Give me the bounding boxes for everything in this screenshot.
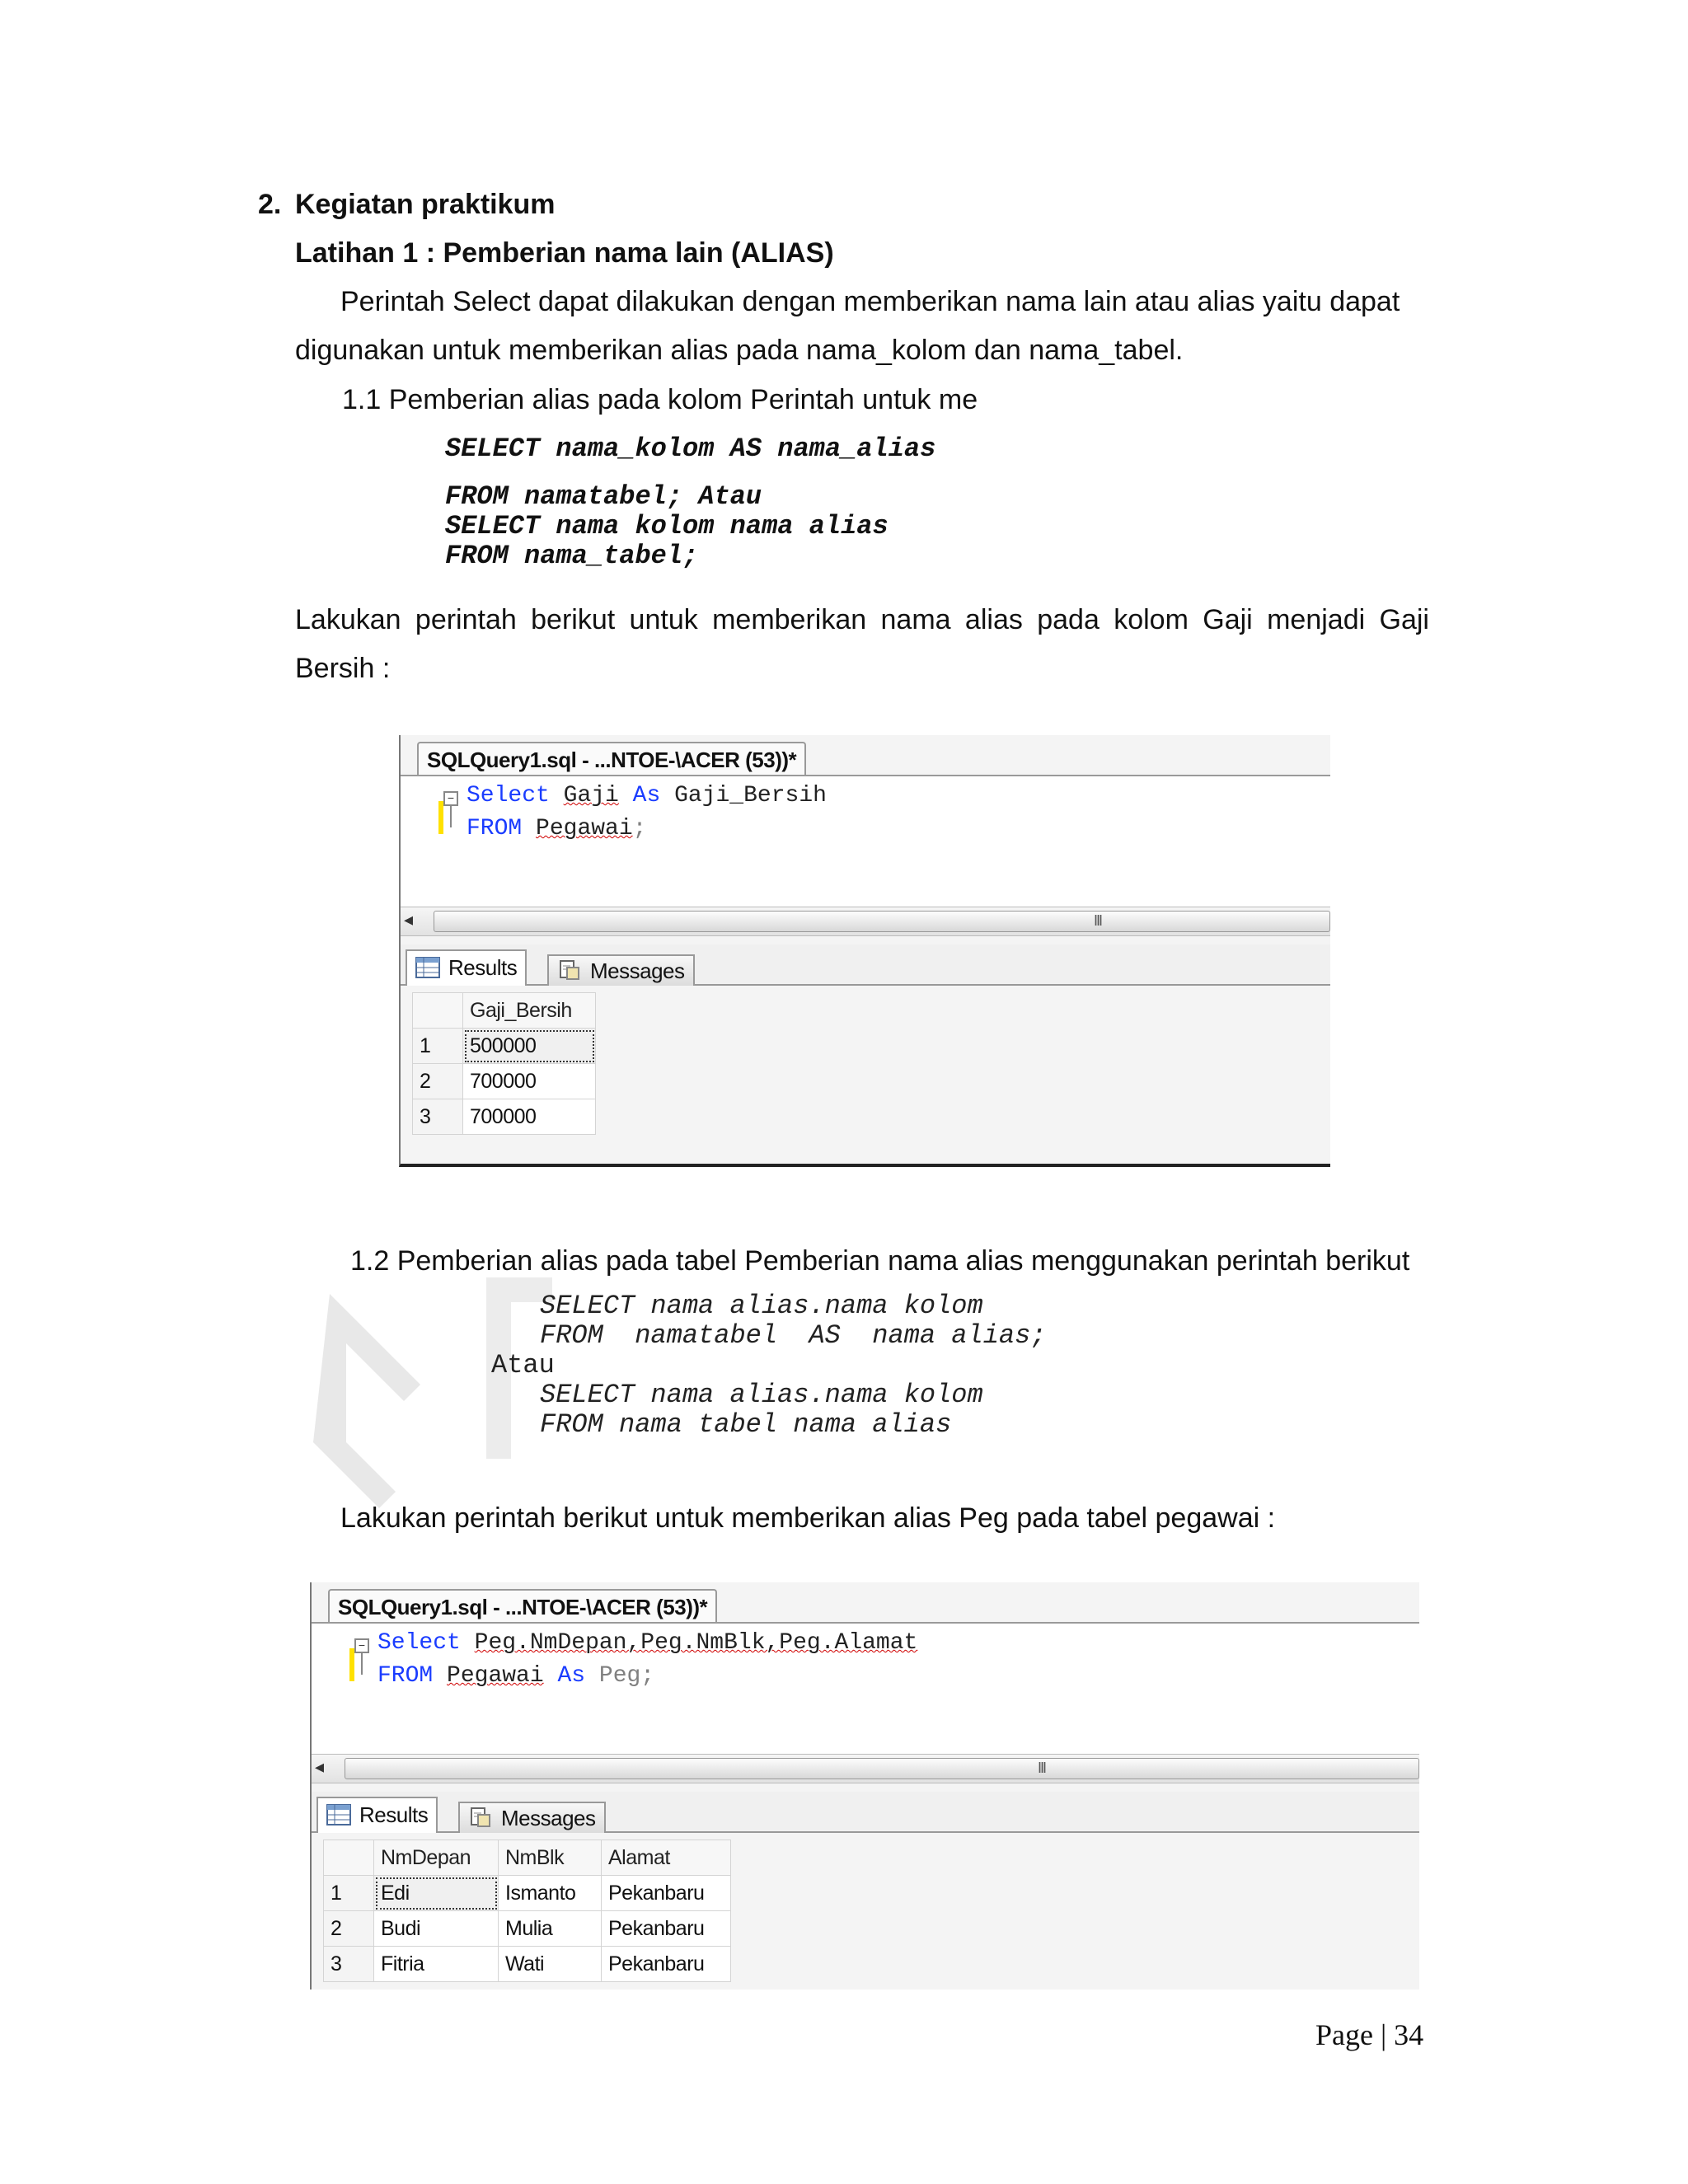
code1-line-4: FROM nama_tabel;: [445, 541, 699, 571]
column-header[interactable]: Alamat: [602, 1840, 731, 1876]
code-line-2: FROM Pegawai As Peg;: [377, 1663, 655, 1689]
grid-header-row: [324, 1840, 731, 1876]
cell[interactable]: 700000: [463, 1099, 596, 1135]
heading-number: 2.: [258, 189, 282, 220]
query-tab-1[interactable]: SQLQuery1.sql - ...NTOE-\ACER (53))*: [417, 742, 806, 776]
heading: Kegiatan praktikum: [295, 189, 556, 220]
messages-tab[interactable]: Messages: [547, 954, 695, 986]
collapse-icon[interactable]: −: [443, 791, 458, 806]
cell[interactable]: Edi: [374, 1876, 499, 1911]
query-editor-2[interactable]: [312, 1622, 1419, 1755]
results-grid-1: [412, 992, 596, 1135]
table-row[interactable]: [324, 1876, 731, 1911]
messages-tab[interactable]: Messages: [458, 1802, 606, 1833]
row-number[interactable]: 3: [324, 1947, 374, 1982]
row-number[interactable]: 1: [413, 1029, 463, 1064]
cell[interactable]: Wati: [499, 1947, 602, 1982]
ssms-screenshot-1: [399, 735, 1330, 1167]
horizontal-scrollbar-1[interactable]: [401, 907, 1330, 936]
paragraph-2-line-2: Bersih :: [295, 653, 391, 684]
row-number[interactable]: 1: [324, 1876, 374, 1911]
code2-line-1: SELECT nama alias.nama kolom: [540, 1291, 983, 1321]
code2-line-3: Atau: [491, 1350, 555, 1380]
paragraph-2-line-1: Lakukan perintah berikut untuk memberikan nama alias pada kolom Gaji menjadi Gaji: [295, 604, 1429, 635]
scroll-thumb[interactable]: III: [345, 1758, 1419, 1779]
messages-icon: [468, 1807, 493, 1828]
watermark: [297, 1261, 437, 1508]
results-tab[interactable]: Results: [406, 949, 527, 986]
change-marker: [349, 1648, 354, 1681]
results-tab[interactable]: Results: [316, 1797, 438, 1833]
subheading-1-2: 1.2 Pemberian alias pada tabel Pemberian nama alias menggunakan perintah berikut: [350, 1245, 1410, 1277]
fold-line: [361, 1653, 363, 1675]
results-tabbar-1: [401, 944, 1330, 986]
code-line-1: Select Peg.NmDepan,Peg.NmBlk,Peg.Alamat: [377, 1630, 918, 1656]
column-header[interactable]: NmDepan: [374, 1840, 499, 1876]
table-row[interactable]: [413, 1099, 596, 1135]
corner-cell: [413, 993, 463, 1029]
scroll-left-icon[interactable]: ◂: [315, 1756, 325, 1777]
code-line-1: Select Gaji As Gaji_Bersih: [467, 783, 827, 808]
code2-line-4: SELECT nama alias.nama kolom: [540, 1380, 983, 1410]
cell[interactable]: Ismanto: [499, 1876, 602, 1911]
code1-line-2: FROM namatabel; Atau: [445, 481, 762, 512]
cell[interactable]: 500000: [463, 1029, 596, 1064]
paragraph-1-line-1: Perintah Select dapat dilakukan dengan memberikan nama lain atau alias yaitu dapat: [340, 286, 1400, 317]
cell[interactable]: Mulia: [499, 1911, 602, 1947]
cell[interactable]: 700000: [463, 1064, 596, 1099]
column-header[interactable]: Gaji_Bersih: [463, 993, 596, 1029]
cell[interactable]: Pekanbaru: [602, 1911, 731, 1947]
grid-icon: [326, 1804, 351, 1825]
corner-cell: [324, 1840, 374, 1876]
query-editor-1[interactable]: [401, 775, 1330, 908]
grid-icon: [415, 957, 440, 978]
grid-header-row: [413, 993, 596, 1029]
cell[interactable]: Pekanbaru: [602, 1876, 731, 1911]
code2-line-5: FROM nama tabel nama alias: [540, 1409, 952, 1440]
code-line-2: FROM Pegawai;: [467, 816, 647, 841]
code1-line-1: SELECT nama_kolom AS nama_alias: [445, 434, 936, 464]
results-grid-2: [323, 1840, 731, 1982]
table-row[interactable]: [413, 1029, 596, 1064]
code2-line-2: FROM namatabel AS nama alias;: [540, 1320, 1047, 1351]
scroll-thumb[interactable]: III: [434, 911, 1330, 932]
collapse-icon[interactable]: −: [354, 1638, 369, 1653]
scroll-left-icon[interactable]: ◂: [404, 909, 414, 930]
table-row[interactable]: [324, 1911, 731, 1947]
fold-line: [450, 806, 452, 827]
paragraph-1-line-2: digunakan untuk memberikan alias pada nama_kolom dan nama_tabel.: [295, 335, 1184, 366]
column-header[interactable]: NmBlk: [499, 1840, 602, 1876]
change-marker: [438, 801, 443, 834]
messages-icon: [557, 959, 582, 981]
row-number[interactable]: 2: [413, 1064, 463, 1099]
subheading-1-1: 1.1 Pemberian alias pada kolom Perintah untuk me: [342, 384, 978, 415]
latihan-title: Latihan 1 : Pemberian nama lain (ALIAS): [295, 237, 834, 269]
table-row[interactable]: [413, 1064, 596, 1099]
page-number: Page | 34: [1315, 2018, 1424, 2051]
cell[interactable]: Fitria: [374, 1947, 499, 1982]
ssms-screenshot-2: [310, 1582, 1419, 1990]
row-number[interactable]: 3: [413, 1099, 463, 1135]
paragraph-3: Lakukan perintah berikut untuk memberikan alias Peg pada tabel pegawai :: [340, 1502, 1276, 1534]
cell[interactable]: Budi: [374, 1911, 499, 1947]
code1-line-3: SELECT nama kolom nama alias: [445, 511, 889, 541]
horizontal-scrollbar-2[interactable]: [312, 1754, 1419, 1783]
table-row[interactable]: [324, 1947, 731, 1982]
results-tabbar-2: [312, 1792, 1419, 1833]
cell[interactable]: Pekanbaru: [602, 1947, 731, 1982]
watermark-shape: [297, 1261, 437, 1508]
query-tab-2[interactable]: SQLQuery1.sql - ...NTOE-\ACER (53))*: [328, 1589, 717, 1624]
row-number[interactable]: 2: [324, 1911, 374, 1947]
